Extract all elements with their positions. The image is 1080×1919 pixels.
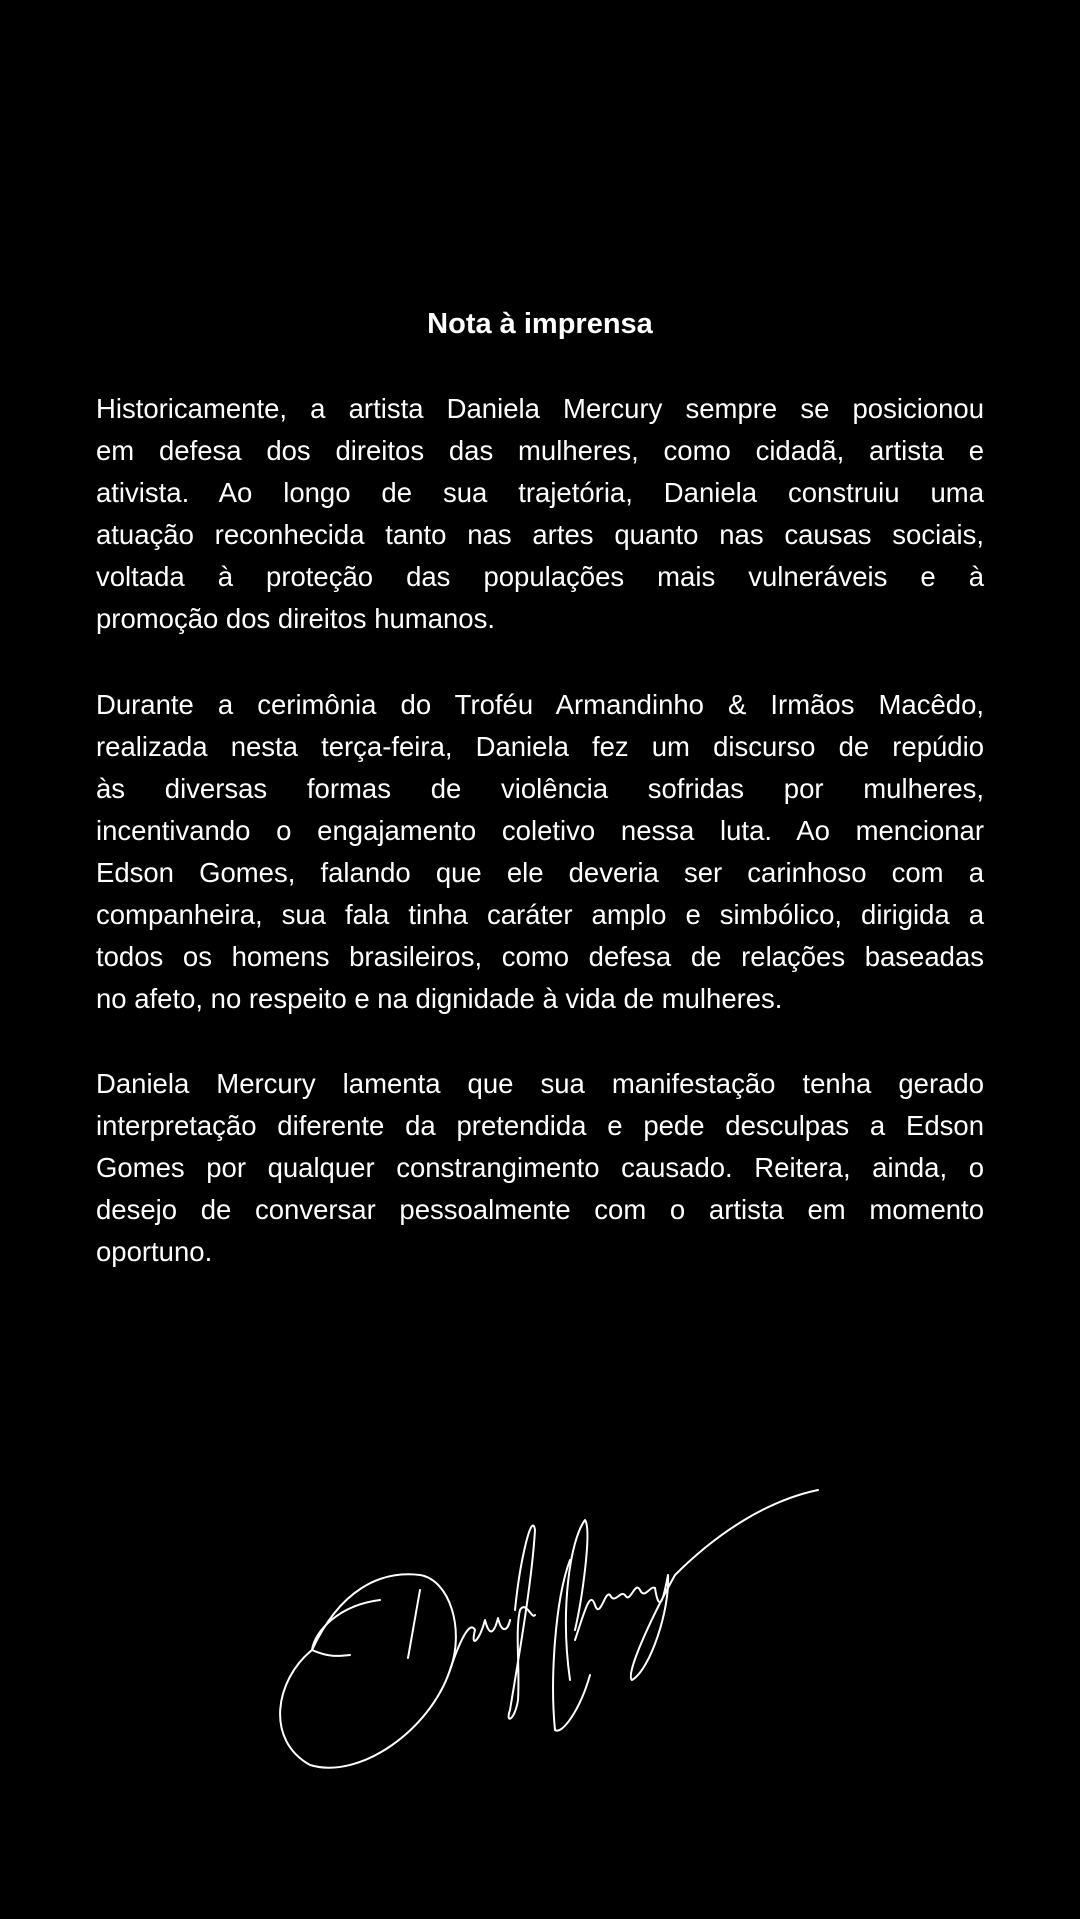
text-line: Historicamente, a artista Daniela Mercury sempre se posicionou — [96, 393, 984, 424]
text-line: Daniela Mercury lamenta que sua manifestação tenha gerado — [96, 1068, 984, 1099]
signature-image — [270, 1480, 830, 1780]
text-line: às diversas formas de violência sofridas por mulheres, — [96, 773, 984, 804]
text-line: promoção dos direitos humanos. — [96, 603, 495, 634]
paragraph-1 — [96, 388, 984, 640]
text-line: em defesa dos direitos das mulheres, como cidadã, artista e — [96, 435, 984, 466]
text-line: Edson Gomes, falando que ele deveria ser carinhoso com a — [96, 857, 984, 888]
paragraph-2 — [96, 684, 984, 1020]
text-line: desejo de conversar pessoalmente com o artista em momento — [96, 1194, 984, 1225]
text-line: Gomes por qualquer constrangimento causado. Reitera, ainda, o — [96, 1152, 984, 1183]
page-title: Nota à imprensa — [427, 308, 653, 340]
paragraph-3 — [96, 1063, 984, 1273]
text-line: incentivando o engajamento coletivo nessa luta. Ao mencionar — [96, 815, 984, 846]
text-line: todos os homens brasileiros, como defesa de relações baseadas — [96, 941, 984, 972]
text-line: ativista. Ao longo de sua trajetória, Daniela construiu uma — [96, 477, 984, 508]
text-line: interpretação diferente da pretendida e pede desculpas a Edson — [96, 1110, 984, 1141]
text-line: realizada nesta terça-feira, Daniela fez um discurso de repúdio — [96, 731, 984, 762]
text-line: Durante a cerimônia do Troféu Armandinho & Irmãos Macêdo, — [96, 689, 984, 720]
text-line: oportuno. — [96, 1236, 213, 1267]
text-line: companheira, sua fala tinha caráter amplo e simbólico, dirigida a — [96, 899, 984, 930]
text-line: voltada à proteção das populações mais vulneráveis e à — [96, 561, 984, 592]
text-line: atuação reconhecida tanto nas artes quanto nas causas sociais, — [96, 519, 984, 550]
text-line: no afeto, no respeito e na dignidade à vida de mulheres. — [96, 983, 783, 1014]
